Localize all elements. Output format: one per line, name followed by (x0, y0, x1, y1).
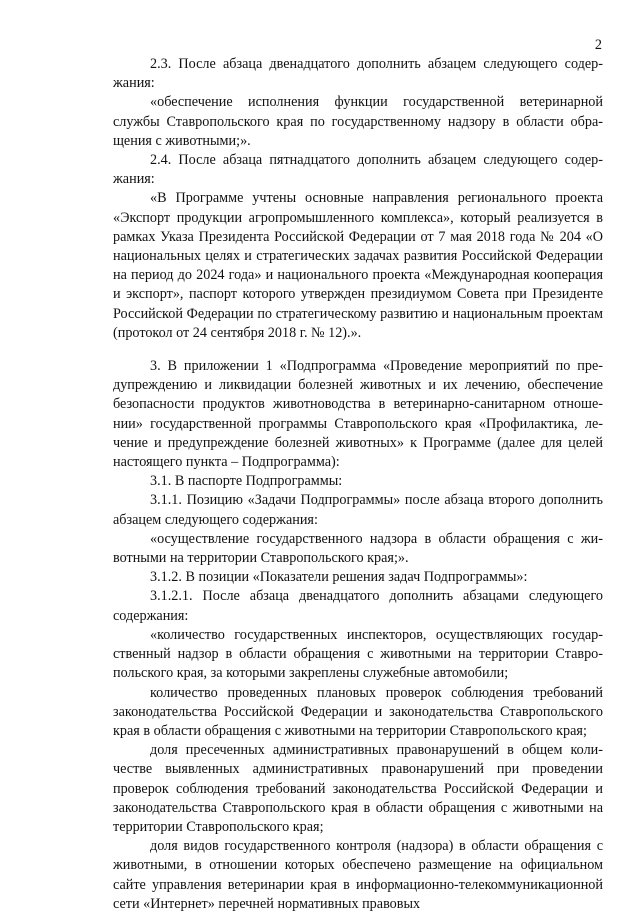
paragraph-control-types-share: доля видов государственного контроля (надзора) в области обращения с животными, в отношении которых обеспечено размещение на официальном сайте управления ветеринарии края в информационно-телекоммуникационной сети «Интернет» перечней нормативных правовых (113, 838, 603, 912)
paragraph-offences-share: доля пресеченных административных правонарушений в общем количестве выявленных административных правонарушений при проведении проверок соблюдения требований законодательства Российской Федерации и законодательства Ставропольского края в области обращения с животными на территории Ставропольского края; (113, 742, 603, 835)
paragraph-quote-inspectors: «количество государственных инспекторов, осуществляющих государственный надзор в области обращения с животными на территории Ставропольского края, за которыми закреплены служебные автомобили; (113, 626, 603, 682)
paragraph-3-1-2-1: 3.1.2.1. После абзаца двенадцатого дополнить абзацами следующего содержания: (113, 588, 603, 624)
paragraph-2-3: 2.3. После абзаца двенадцатого дополнить абзацем следующего содержания: (113, 56, 603, 92)
section-gap (113, 343, 603, 357)
paragraph-3-1: 3.1. В паспорте Подпрограммы: (150, 473, 343, 490)
page-number: 2 (594, 37, 602, 53)
paragraph-3: 3. В приложении 1 «Подпрограмма «Проведение мероприятий по предупреждению и ликвидации болезней животных и их лечению, обеспечение безопасности продуктов животноводства в ветеринарно-санитарном отношении» государственной программы Ставропольского края «Профилактика, лечение и предупреждение болезней животных» к Программе (далее для целей настоящего пункта – Подпрограмма): (113, 358, 603, 471)
document-body (113, 55, 603, 914)
paragraph-3-1-2: 3.1.2. В позиции «Показатели решения задач Подпрограммы»: (150, 569, 528, 586)
paragraph-planned-inspections: количество проведенных плановых проверок соблюдения требований законодательства Российской Федерации и законодательства Ставропольского края в области обращения с животными на территории Ставропольского края; (113, 684, 603, 739)
paragraph-quote-vet-service: «обеспечение исполнения функции государственной ветеринарной службы Ставропольского края по государственному надзору в области обращения с животными;». (113, 94, 603, 149)
paragraph-quote-export-project: «В Программе учтены основные направления регионального проекта «Экспорт продукции агропромышленного комплекса», который реализуется в рамках Указа Президента Российской Федерации от 7 мая 2018 года № 204 «О национальных целях и стратегических задачах развития Российской Федерации на период до 2024 года» и национального проекта «Международная кооперация и экспорт», паспорт которого утвержден президиумом Совета при Президенте Российской Федерации по стратегическому развитию и национальным проектам (протокол от 24 сентября 2018 г. № 12).». (113, 190, 603, 341)
paragraph-2-4: 2.4. После абзаца пятнадцатого дополнить абзацем следующего содержания: (113, 152, 603, 188)
paragraph-3-1-1: 3.1.1. Позицию «Задачи Подпрограммы» после абзаца второго дополнить абзацем следующего содержания: (113, 492, 603, 528)
paragraph-quote-state-supervision: «осуществление государственного надзора в области обращения с животными на территории Ставропольского края;». (113, 530, 603, 567)
